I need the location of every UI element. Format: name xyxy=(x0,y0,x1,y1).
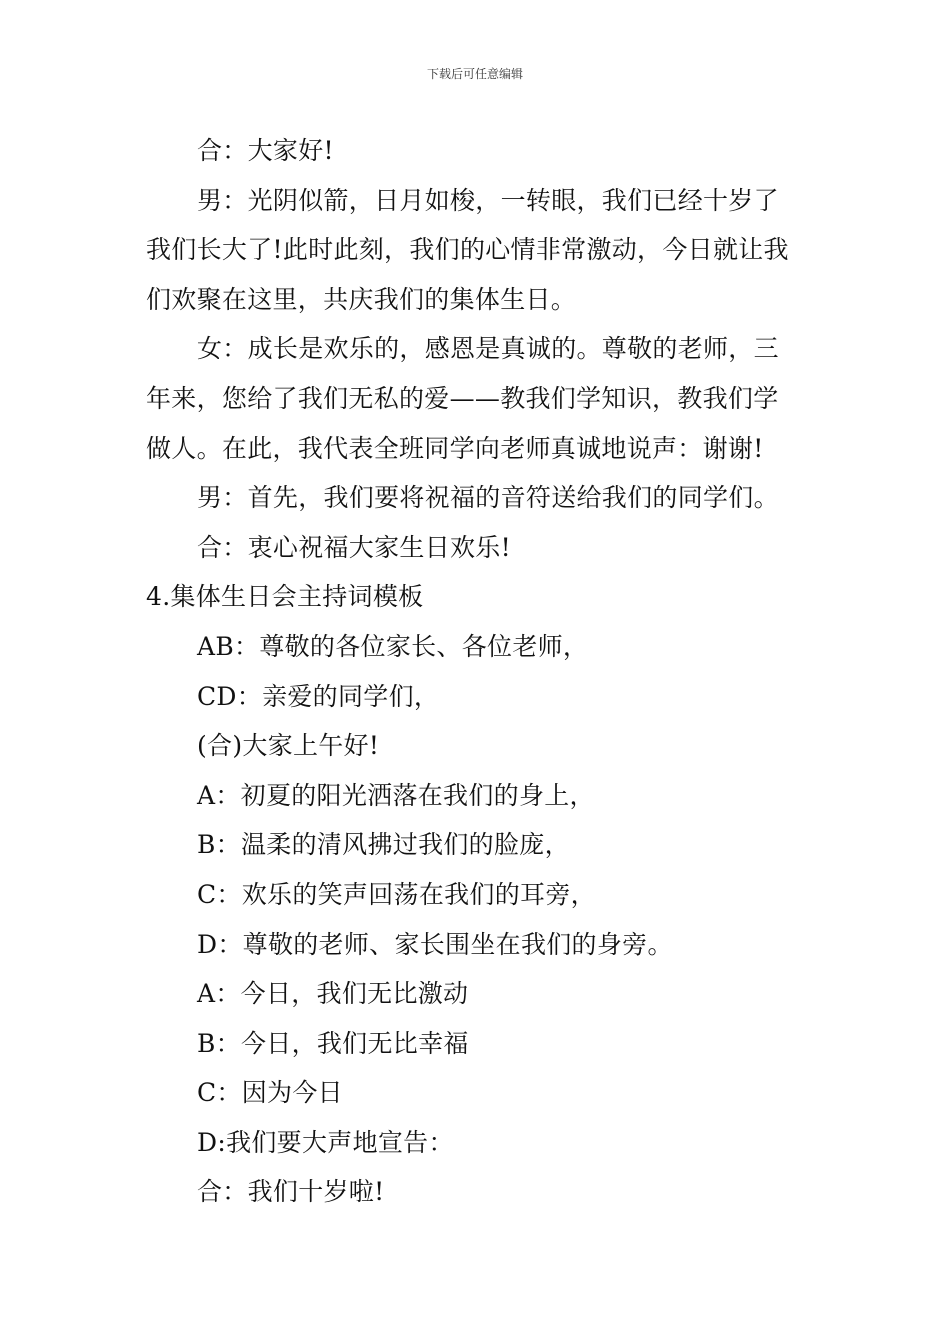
paragraph-8 xyxy=(146,672,810,722)
paragraph-12 xyxy=(146,870,810,920)
paragraph-13 xyxy=(146,920,810,970)
paragraph-5 xyxy=(146,523,810,573)
text-line: C：欢乐的笑声回荡在我们的耳旁， xyxy=(197,879,596,909)
paragraph-15 xyxy=(146,1019,810,1069)
text-line: 我们长大了!此时此刻，我们的心情非常激动，今日就让我 xyxy=(146,235,789,265)
paragraph-11 xyxy=(146,820,810,870)
paragraph-14 xyxy=(146,969,810,1019)
text-line: A：初夏的阳光洒落在我们的身上， xyxy=(197,780,595,810)
heading-text: 4.集体生日会主持词模板 xyxy=(146,582,424,612)
text-line: 合：我们十岁啦! xyxy=(197,1177,385,1207)
section-heading xyxy=(146,572,810,622)
text-line: 合：衷心祝福大家生日欢乐! xyxy=(197,532,511,562)
paragraph-7 xyxy=(146,622,810,672)
text-line: D：尊敬的老师、家长围坐在我们的身旁。 xyxy=(197,929,673,959)
paragraph-3 xyxy=(146,324,810,473)
paragraph-16 xyxy=(146,1068,810,1118)
paragraph-2 xyxy=(146,176,810,325)
text-line: C：因为今日 xyxy=(197,1078,343,1108)
text-line: 合：大家好! xyxy=(197,136,334,165)
text-line: 们欢聚在这里，共庆我们的集体生日。 xyxy=(146,284,577,314)
text-line: 做人。在此，我代表全班同学向老师真诚地说声：谢谢! xyxy=(146,433,764,463)
paragraph-9 xyxy=(146,721,810,771)
text-line: 女：成长是欢乐的，感恩是真诚的。尊敬的老师，三 xyxy=(197,334,779,364)
paragraph-1 xyxy=(146,126,810,176)
document-body xyxy=(146,126,810,1217)
text-line: 男：首先，我们要将祝福的音符送给我们的同学们。 xyxy=(197,483,779,513)
text-line: D:我们要大声地宣告： xyxy=(197,1127,454,1157)
text-line: A：今日，我们无比激动 xyxy=(197,979,469,1009)
paragraph-10 xyxy=(146,771,810,821)
paragraph-17 xyxy=(146,1118,810,1168)
text-line: 男：光阴似箭，日月如梭，一转眼，我们已经十岁了 xyxy=(197,185,779,215)
text-line: (合)大家上午好! xyxy=(197,731,380,761)
text-line: CD：亲爱的同学们， xyxy=(197,681,440,711)
paragraph-18 xyxy=(146,1167,810,1217)
text-line: 年来，您给了我们无私的爱——教我们学知识，教我们学 xyxy=(146,383,779,413)
text-line: AB：尊敬的各位家长、各位老师， xyxy=(197,631,589,661)
text-line: B：今日，我们无比幸福 xyxy=(197,1028,469,1058)
text-line: B：温柔的清风拂过我们的脸庞， xyxy=(197,830,570,860)
paragraph-4 xyxy=(146,473,810,523)
page-header: 下载后可任意编辑 xyxy=(426,67,523,81)
